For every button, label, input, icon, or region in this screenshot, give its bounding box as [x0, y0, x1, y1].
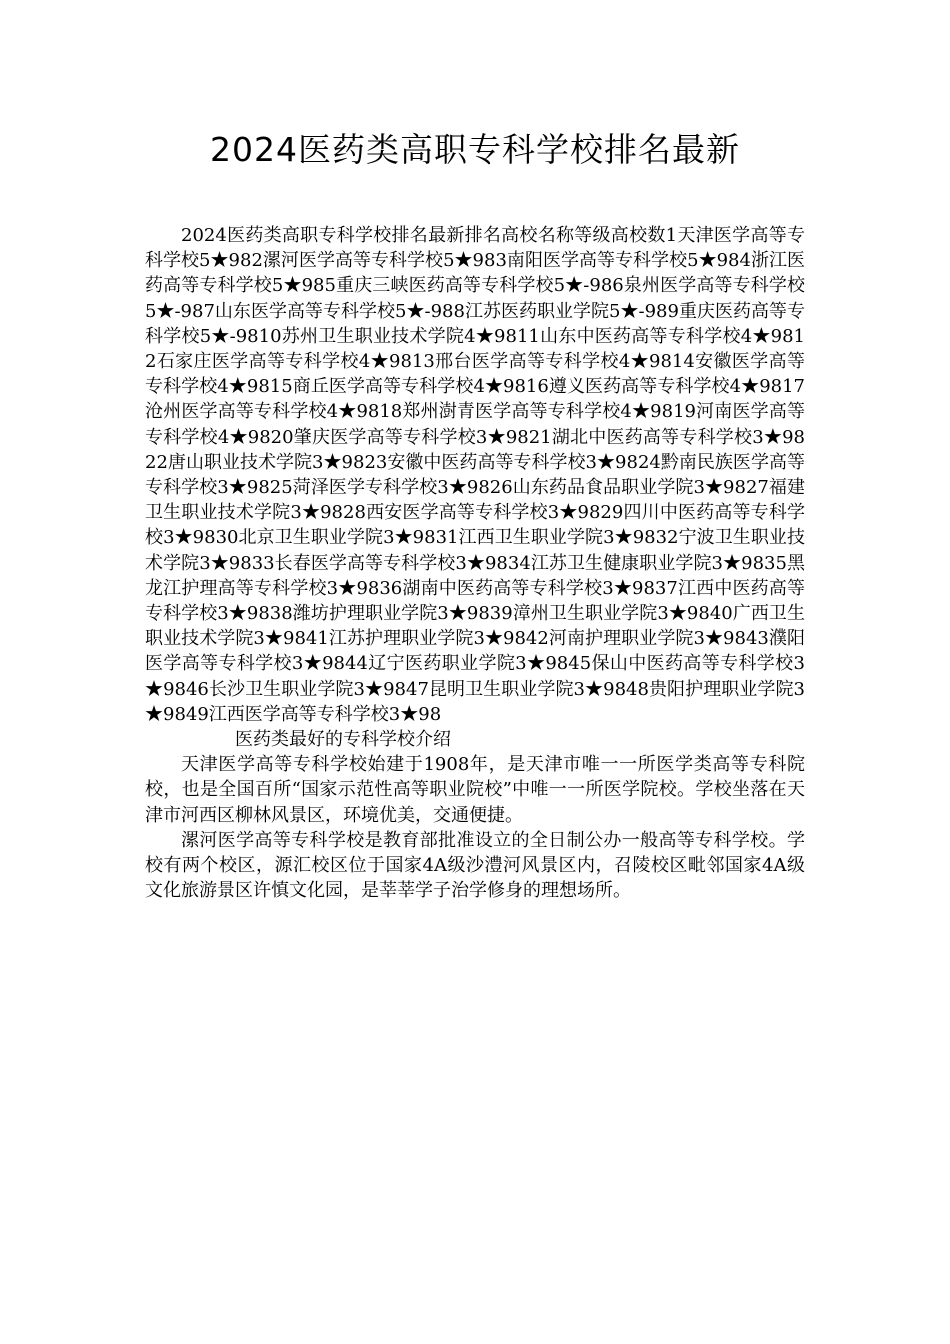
document-title: 2024医药类高职专科学校排名最新: [210, 130, 740, 169]
ranking-paragraph: 2024医药类高职专科学校排名最新排名高校名称等级高校数1天津医学高等专科学校5★982漯河医学高等专科学校5★983南阳医学高等专科学校5★984浙江医药高等专科学校5★985重庆三峡医药高等专科学校5★-986泉州医学高等专科学校5★-987山东医学高等专科学校5★-988江苏医药职业学院5★-989重庆医药高等专科学校5★-9810苏州卫生职业技术学院4★9811山东中医药高等专科学校4★9812石家庄医学高等专科学校4★9813邢台医学高等专科学校4★9814安徽医学高等专科学校4★9815商丘医学高等专科学校4★9816遵义医药高等专科学校4★9817沧州医学高等专科学校4★9818郑州澍青医学高等专科学校4★9819河南医学高等专科学校4★9820肇庆医学高等专科学校3★9821湖北中医药高等专科学校3★9822唐山职业技术学院3★9823安徽中医药高等专科学校3★9824黔南民族医学高等专科学校3★9825菏泽医学专科学校3★9826山东药品食品职业学院3★9827福建卫生职业技术学院3★9828西安医学高等专科学校3★9829四川中医药高等专科学校3★9830北京卫生职业学院3★9831江西卫生职业学院3★9832宁波卫生职业技术学院3★9833长春医学高等专科学校3★9834江苏卫生健康职业学院3★9835黑龙江护理高等专科学校3★9836湖南中医药高等专科学校3★9837江西中医药高等专科学校3★9838潍坊护理职业学院3★9839漳州卫生职业学院3★9840广西卫生职业技术学院3★9841江苏护理职业学院3★9842河南护理职业学院3★9843濮阳医学高等专科学校3★9844辽宁医药职业学院3★9845保山中医药高等专科学校3★9846长沙卫生职业学院3★9847昆明卫生职业学院3★9848贵阳护理职业学院3★9849江西医学高等专科学校3★98: [145, 225, 805, 725]
intro-paragraph-luohe: 漯河医学高等专科学校是教育部批准设立的全日制公办一般高等专科学校。学校有两个校区，源汇校区位于国家4A级沙澧河风景区内，召陵校区毗邻国家4A级文化旅游景区许慎文化园，是莘莘学子治学修身的理想场所。: [145, 829, 805, 902]
intro-heading: 医药类最好的专科学校介绍: [235, 729, 451, 751]
intro-paragraph-tianjin: 天津医学高等专科学校始建于1908年，是天津市唯一一所医学类高等专科院校，也是全国百所“国家示范性高等职业院校”中唯一一所医学院校。学校坐落在天津市河西区柳林风景区，环境优美，交通便捷。: [145, 754, 805, 826]
document-body: [145, 223, 805, 903]
